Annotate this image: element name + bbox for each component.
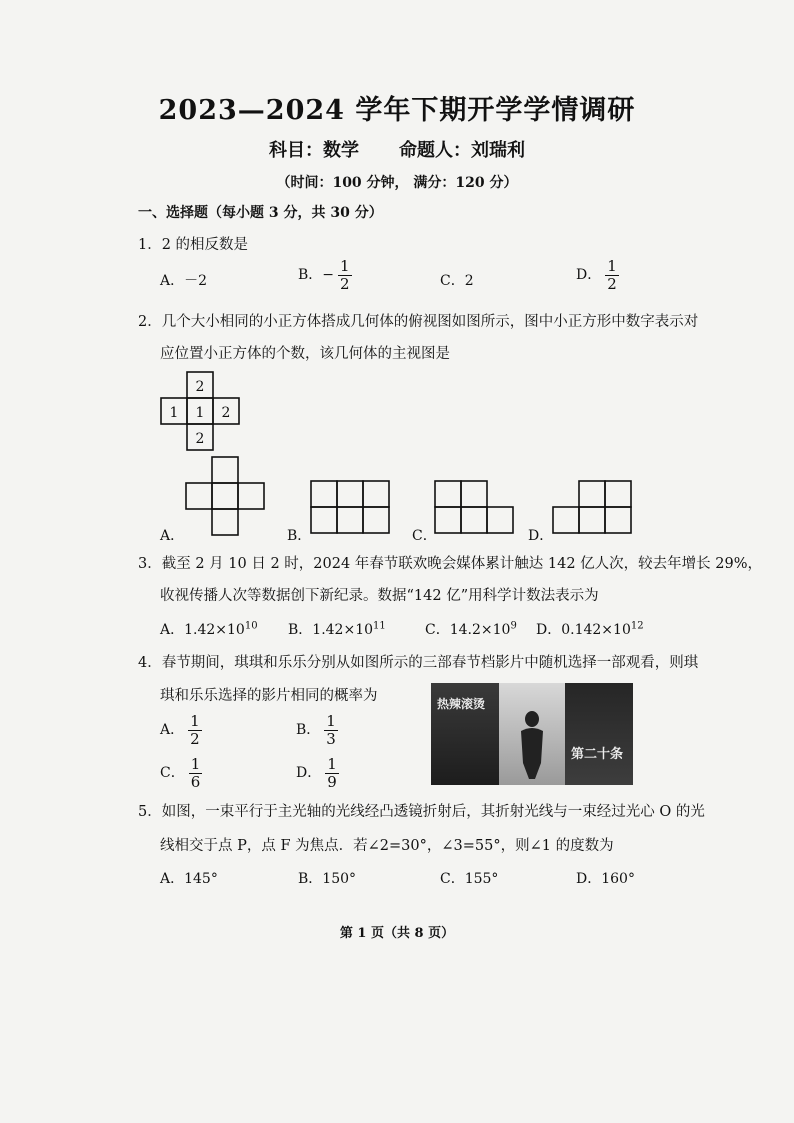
q3-option-d	[536, 619, 644, 639]
q2-option-a-label: A．	[160, 528, 185, 544]
q2-option-a-figure	[185, 455, 267, 537]
exam-title: 2023—2024 学年下期开学学情调研	[158, 95, 636, 126]
q1-option-d	[576, 258, 619, 292]
subject-line	[0, 136, 794, 162]
movie-poster-1-title: 热辣滚烫	[437, 697, 486, 711]
q3-option-c	[425, 619, 517, 639]
movie-poster-3	[565, 683, 633, 785]
fraction-numerator: 1	[326, 712, 336, 730]
q4-option-b	[296, 713, 338, 747]
q2-option-b-figure	[310, 480, 392, 536]
q4-option-a-label: A．	[160, 722, 185, 738]
fraction-denominator: 9	[327, 772, 337, 791]
fraction-numerator: 1	[190, 755, 201, 773]
movie-poster-2	[499, 683, 565, 785]
grid-right-number: 2	[221, 405, 231, 421]
q4-option-a	[160, 713, 202, 747]
q1-option-d-label: D．	[576, 267, 602, 283]
q4-option-a-fraction	[188, 713, 202, 747]
fraction-numerator: 1	[190, 712, 200, 730]
q5-option-d: D．160°	[576, 871, 635, 887]
grid-bottom-number: 2	[195, 431, 205, 447]
q4-option-b-fraction	[324, 713, 338, 747]
time-info: （时间：100 分钟， 满分：120 分）	[276, 175, 518, 191]
question-5-stem-line1: 5．如图，一束平行于主光轴的光线经凸透镜折射后，其折射光线与一束经过光心 O 的光	[138, 804, 705, 820]
q1-option-a: A．－2	[160, 273, 208, 289]
movie-posters-image	[431, 683, 633, 785]
q3-option-c-exponent: 9	[510, 620, 517, 632]
q2-option-c-label: C．	[412, 528, 437, 544]
q3-option-b	[288, 619, 386, 639]
q4-option-d	[296, 756, 339, 790]
q4-option-d-fraction	[325, 756, 339, 790]
fraction-denominator: 2	[340, 274, 350, 293]
question-5-stem-line2: 线相交于点 P，点 F 为焦点．若∠2=30°，∠3=55°，则∠1 的度数为	[160, 838, 614, 854]
q1-option-b-sign: −	[322, 267, 335, 283]
q3-option-b-base: B．1.42×10	[288, 622, 374, 638]
q4-option-c-fraction	[189, 756, 203, 790]
fraction-denominator: 2	[190, 729, 200, 748]
fraction-denominator: 6	[190, 772, 201, 791]
grid-left-number: 1	[169, 405, 179, 421]
grid-center-number: 1	[195, 405, 205, 421]
movie-poster-1	[431, 683, 499, 785]
fraction-denominator: 2	[607, 274, 617, 293]
q3-option-a-exponent: 10	[244, 620, 258, 632]
question-2-stem-line2: 应位置小正方体的个数，该几何体的主视图是	[160, 346, 450, 362]
q2-option-b-label: B．	[287, 528, 312, 544]
question-3-stem-line1: 3．截至 2 月 10 日 2 时，2024 年春节联欢晚会媒体累计触达 142 亿人次，较去年增长 29%，	[138, 556, 763, 572]
q5-option-b: B．150°	[298, 871, 357, 887]
fraction-numerator: 1	[340, 257, 350, 275]
q4-option-b-label: B．	[296, 722, 321, 738]
q3-option-d-exponent: 12	[630, 620, 644, 632]
q1-option-c: C．2	[440, 273, 474, 289]
poster-figure-silhouette	[499, 683, 565, 785]
q3-option-b-exponent: 11	[373, 620, 386, 632]
q2-option-d-label: D．	[528, 528, 554, 544]
q3-option-c-base: C．14.2×10	[425, 622, 511, 638]
q5-option-a: A．145°	[160, 871, 218, 887]
q5-option-c: C．155°	[440, 871, 499, 887]
q1-option-b-fraction	[338, 258, 352, 292]
q1-option-d-fraction	[605, 258, 619, 292]
question-2-stem-line1: 2．几个大小相同的小正方体搭成几何体的俯视图如图所示，图中小正方形中数字表示对	[138, 314, 699, 330]
grid-top-number: 2	[195, 379, 205, 395]
q1-option-b-label: B．	[298, 267, 323, 283]
q3-option-d-base: D．0.142×10	[536, 622, 631, 638]
q4-option-c	[160, 756, 202, 790]
fraction-numerator: 1	[327, 755, 337, 773]
question-4-stem-line1: 4．春节期间，琪琪和乐乐分别从如图所示的三部春节档影片中随机选择一部观看，则琪	[138, 655, 699, 671]
question-4-stem-line2: 琪和乐乐选择的影片相同的概率为	[160, 688, 378, 704]
q1-option-b	[298, 258, 352, 292]
fraction-numerator: 1	[607, 257, 617, 275]
top-view-grid	[158, 370, 248, 460]
q2-option-d-figure	[552, 480, 634, 536]
author-label: 命题人：刘瑞利	[399, 140, 525, 161]
section-heading: 一、选择题（每小题 3 分，共 30 分）	[138, 205, 383, 221]
page-footer: 第 1 页（共 8 页）	[339, 926, 455, 941]
q2-option-c-figure	[434, 480, 516, 536]
movie-poster-3-title: 第二十条	[571, 747, 624, 762]
question-1-stem: 1．2 的相反数是	[138, 237, 249, 253]
fraction-denominator: 3	[326, 729, 336, 748]
q3-option-a-base: A．1.42×10	[160, 622, 245, 638]
q3-option-a	[160, 619, 258, 639]
q4-option-d-label: D．	[296, 765, 322, 781]
question-3-stem-line2: 收视传播人次等数据创下新纪录。数据“142 亿”用科学计数法表示为	[160, 588, 599, 604]
subject-label: 科目：数学	[269, 140, 359, 161]
q4-option-c-label: C．	[160, 765, 185, 781]
